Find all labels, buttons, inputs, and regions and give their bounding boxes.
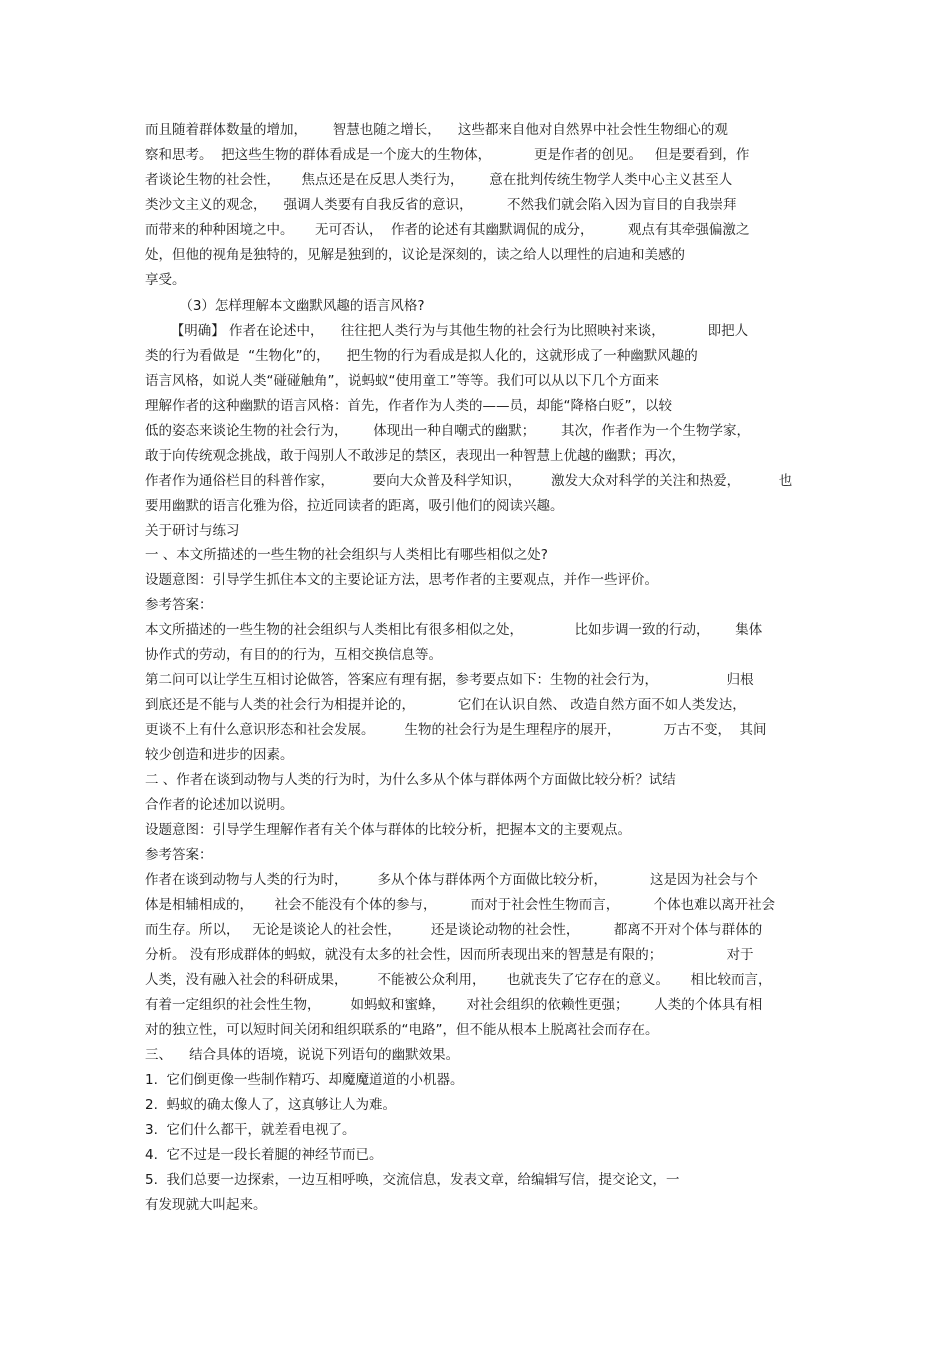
text-line: 类沙文主义的观念， 强调人类要有自我反省的意识， 不然我们就会陷入因为盲目的自我崇拜: [145, 197, 737, 213]
text-line: 较少创造和进步的因素。: [145, 747, 294, 763]
text-line: 【明确】 作者在论述中， 往往把人类行为与其他生物的社会行为比照映衬来谈， 即把人: [145, 323, 749, 339]
text-line: 协作式的劳动，有目的的行为，互相交换信息等。: [145, 647, 442, 663]
text-line: 有发现就大叫起来。: [145, 1197, 267, 1213]
text-line: （3）怎样理解本文幽默风趣的语言风格?: [145, 298, 425, 314]
text-line: 而生存。所以， 无论是谈论人的社会性， 还是谈论动物的社会性， 都离不开对个体与群体的: [145, 922, 763, 938]
text-line: 而带来的种种困境之中。 无可否认， 作者的论述有其幽默调侃的成分， 观点有其牵强偏激之: [145, 222, 750, 238]
text-line: 1. 它们倒更像一些制作精巧、却魔魔道道的小机器。: [145, 1072, 464, 1088]
text-line: 而且随着群体数量的增加， 智慧也随之增长， 这些都来自他对自然界中社会性生物细心的观: [145, 122, 728, 138]
text-line: 关于研讨与练习: [145, 523, 240, 539]
text-line: 三、 结合具体的语境，说说下列语句的幽默效果。: [145, 1047, 460, 1063]
text-line: 理解作者的这种幽默的语言风格：首先，作者作为人类的——员，却能“降格白贬”，以较: [145, 398, 672, 414]
text-line: 更谈不上有什么意识形态和社会发展。 生物的社会行为是生理程序的展开， 万古不变， 其间: [145, 722, 767, 738]
text-line: 享受。: [145, 272, 186, 288]
text-line: 人类，没有融入社会的科研成果， 不能被公众利用， 也就丧失了它存在的意义。 相比较而言，: [145, 972, 772, 988]
text-line: 参考答案：: [145, 597, 213, 613]
text-line: 处，但他的视角是独特的，见解是独到的，议论是深刻的，读之给人以理性的启迪和美感的: [145, 247, 685, 263]
text-line: 到底还是不能与人类的社会行为相提并论的， 它们在认识自然、 改造自然方面不如人类发达，: [145, 697, 746, 713]
text-line: 一 、本文所描述的一些生物的社会组织与人类相比有哪些相似之处?: [145, 547, 548, 563]
text-line: 设题意图：引导学生抓住本文的主要论证方法，思考作者的主要观点，并作一些评价。: [145, 572, 658, 588]
text-line: 2. 蚂蚁的确太像人了，这真够让人为难。: [145, 1097, 396, 1113]
text-line: 察和思考。 把这些生物的群体看成是一个庞大的生物体， 更是作者的创见。 但是要看到，作: [145, 147, 750, 163]
text-line: 本文所描述的一些生物的社会组织与人类相比有很多相似之处， 比如步调一致的行动， 集体: [145, 622, 763, 638]
text-line: 第二问可以让学生互相讨论做答，答案应有理有据，参考要点如下：生物的社会行为， 归根: [145, 672, 754, 688]
text-line: 对的独立性，可以短时间关闭和组织联系的“电路”，但不能从根本上脱离社会而存在。: [145, 1022, 659, 1038]
text-line: 5. 我们总要一边探索，一边互相呼唤，交流信息，发表文章，给编辑写信，提交论文，一: [145, 1172, 680, 1188]
text-line: 作者作为通俗栏目的科普作家， 要向大众普及科学知识， 激发大众对科学的关注和热爱， 也: [145, 473, 793, 489]
text-line: 有着一定组织的社会性生物， 如蚂蚁和蜜蜂， 对社会组织的依赖性更强； 人类的个体具有相: [145, 997, 763, 1013]
text-line: 设题意图：引导学生理解作者有关个体与群体的比较分析，把握本文的主要观点。: [145, 822, 631, 838]
text-line: 要用幽默的语言化雅为俗，拉近同读者的距离，吸引他们的阅读兴趣。: [145, 498, 564, 514]
text-line: 体是相辅相成的， 社会不能没有个体的参与， 而对于社会性生物而言， 个体也难以离开社会: [145, 897, 776, 913]
text-line: 低的姿态来谈论生物的社会行为， 体现出一种自嘲式的幽默； 其次，作者作为一个生物学家，: [145, 423, 750, 439]
text-line: 语言风格，如说人类“碰碰触角”，说蚂蚁“使用童工”等等。我们可以从以下几个方面来: [145, 373, 659, 389]
text-line: 作者在谈到动物与人类的行为时， 多从个体与群体两个方面做比较分析， 这是因为社会与个: [145, 872, 758, 888]
text-line: 敢于向传统观念挑战，敢于闯别人不敢涉足的禁区，表现出一种智慧上优越的幽默；再次，: [145, 448, 685, 464]
text-line: 合作者的论述加以说明。: [145, 797, 294, 813]
text-line: 二 、作者在谈到动物与人类的行为时，为什么多从个体与群体两个方面做比较分析？试结: [145, 772, 676, 788]
text-line: 3. 它们什么都干，就差看电视了。: [145, 1122, 356, 1138]
text-line: 参考答案：: [145, 847, 213, 863]
text-line: 4. 它不过是一段长着腿的神经节而已。: [145, 1147, 383, 1163]
text-line: 类的行为看做是 “生物化”的， 把生物的行为看成是拟人化的，这就形成了一种幽默风趣的: [145, 348, 698, 364]
text-line: 分析。 没有形成群体的蚂蚁，就没有太多的社会性，因而所表现出来的智慧是有限的； 对于: [145, 947, 754, 963]
text-line: 者谈论生物的社会性， 焦点还是在反思人类行为， 意在批判传统生物学人类中心主义甚至人: [145, 172, 733, 188]
